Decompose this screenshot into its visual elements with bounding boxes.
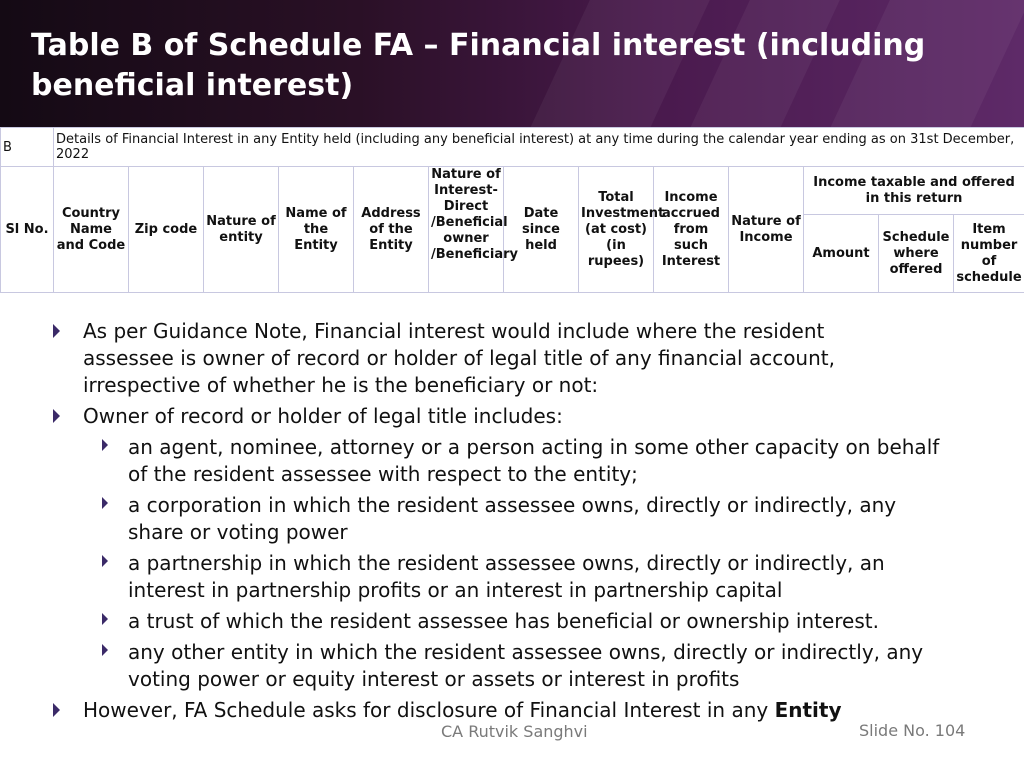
bullet-bold-text: Entity xyxy=(774,698,842,722)
bullet-list xyxy=(0,318,1024,728)
sub-bullet-item xyxy=(0,434,948,488)
bullet-item xyxy=(0,318,883,399)
bullet-arrow-icon xyxy=(53,403,63,430)
bullet-text: an agent, nominee, attorney or a person acting in some other capacity on behalf of the resident assessee with respect to the entity; xyxy=(128,435,940,486)
header-schedule-where: Schedule where offered xyxy=(879,215,954,293)
table-crop-edge xyxy=(0,294,1024,308)
header-income-taxable: Income taxable and offered in this return xyxy=(804,167,1024,215)
footer-slide-number: Slide No. 104 xyxy=(859,721,966,740)
slide-header xyxy=(0,0,1024,128)
bullet-arrow-icon xyxy=(102,434,112,461)
sub-bullet-item xyxy=(0,492,948,546)
sub-bullet-item xyxy=(0,639,948,693)
bullet-arrow-icon xyxy=(102,550,112,577)
bullet-arrow-icon xyxy=(53,318,63,345)
header-country: Country Name and Code xyxy=(54,167,129,293)
table-code-cell: B xyxy=(1,128,54,167)
bullet-arrow-icon xyxy=(102,639,112,666)
footer-presenter: CA Rutvik Sanghvi xyxy=(441,722,588,741)
table-description-cell: Details of Financial Interest in any Entity held (including any beneficial interest) at any time during the calendar year ending as on 31st December, 2022 xyxy=(54,128,1024,167)
bullet-arrow-icon xyxy=(102,608,112,635)
bullet-arrow-icon xyxy=(102,492,112,519)
header-nature-entity: Nature of entity xyxy=(204,167,279,293)
sub-bullet-item xyxy=(0,550,948,604)
sub-bullet-item xyxy=(0,608,948,635)
header-nature-income: Nature of Income xyxy=(729,167,804,293)
bullet-text: any other entity in which the resident assessee owns, directly or indirectly, any voting power or equity interest or assets or interest in profits xyxy=(128,640,924,691)
bullet-item xyxy=(0,697,883,724)
header-sl-no: Sl No. xyxy=(1,167,54,293)
header-address-entity: Address of the Entity xyxy=(354,167,429,293)
header-income-accrued: Income accrued from such Interest xyxy=(654,167,729,293)
bullet-text: As per Guidance Note, Financial interest would include where the resident assessee is owner of record or holder of legal title of any financial account, irrespective of whether he is the beneficiary or not: xyxy=(83,319,835,397)
header-date-since: Date since held xyxy=(504,167,579,293)
bullet-text: a corporation in which the resident assessee owns, directly or indirectly, any share or voting power xyxy=(128,493,897,544)
header-zip: Zip code xyxy=(129,167,204,293)
schedule-fa-table-b xyxy=(0,127,1024,293)
bullet-text: a partnership in which the resident assessee owns, directly or indirectly, an interest in partnership profits or an interest in partnership capital xyxy=(128,551,885,602)
bullet-item xyxy=(0,403,883,430)
header-amount: Amount xyxy=(804,215,879,293)
bullet-text: Owner of record or holder of legal title includes: xyxy=(83,404,563,428)
header-total-investment: Total Investment (at cost) (in rupees) xyxy=(579,167,654,293)
bullet-text: a trust of which the resident assessee has beneficial or ownership interest. xyxy=(128,609,879,633)
slide-title: Table B of Schedule FA – Financial interest (including beneficial interest) xyxy=(31,28,926,103)
header-item-number: Item number of schedule xyxy=(954,215,1024,293)
header-nature-interest: Nature of Interest- Direct /Beneficial owner /Beneficiary xyxy=(429,167,504,293)
bullet-arrow-icon xyxy=(53,697,63,724)
header-name-entity: Name of the Entity xyxy=(279,167,354,293)
bullet-text: However, FA Schedule asks for disclosure of Financial Interest in any xyxy=(83,698,775,722)
